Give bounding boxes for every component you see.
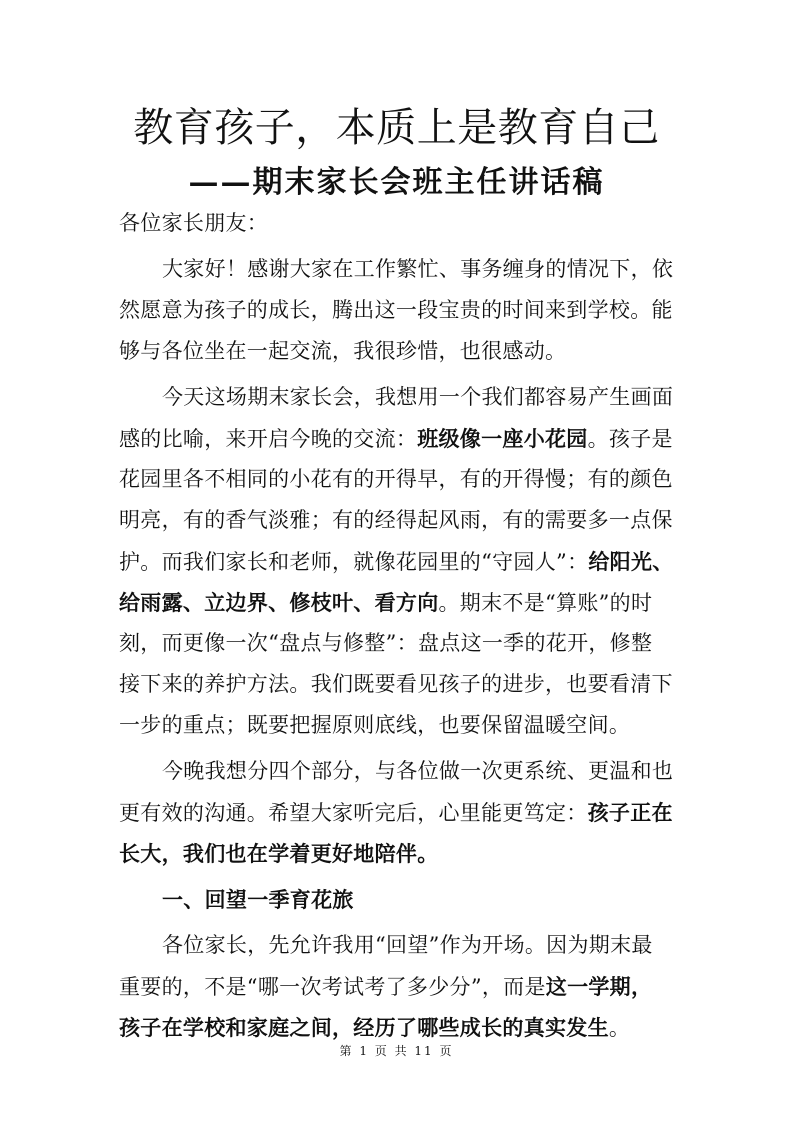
document-body <box>119 203 689 1048</box>
text-segment: 。孩子是 <box>587 427 673 451</box>
text-segment: 。期末不是“算账”的时 <box>438 591 653 615</box>
text-segment: 明亮，有的香气淡雅；有的经得起风雨，有的需要多一点保 <box>119 508 673 532</box>
text-line <box>119 582 689 623</box>
text-line <box>119 705 689 746</box>
text-line <box>119 500 689 541</box>
text-segment: 各位家长，先允许我用“回望”作为开场。因为期末最 <box>162 933 653 957</box>
text-segment: 感的比喻，来开启今晚的交流： <box>119 427 418 451</box>
text-segment: 刻，而更像一次“盘点与修整”：盘点这一季的花开，修整 <box>119 631 653 655</box>
bold-text: 长大，我们也在学着更好地陪伴。 <box>119 841 439 866</box>
text-line <box>119 541 689 582</box>
paragraphs <box>119 249 689 1048</box>
text-line <box>119 290 689 331</box>
text-segment: 然愿意为孩子的成长，腾出这一段宝贵的时间来到学校。能 <box>119 298 673 322</box>
text-line <box>119 249 689 290</box>
text-segment: 重要的，不是“哪一次考试考了多少分”，而是 <box>119 975 546 999</box>
bold-text: 给阳光、 <box>588 549 674 574</box>
text-line <box>119 879 689 920</box>
bold-text: 班级像一座小花园 <box>417 426 588 451</box>
text-line <box>119 664 689 705</box>
text-segment: 大家好！感谢大家在工作繁忙、事务缠身的情况下，依 <box>162 257 674 281</box>
text-segment: 更有效的沟通。希望大家听完后，心里能更笃定： <box>119 801 588 825</box>
document-title: 教育孩子，本质上是教育自己 <box>133 105 660 151</box>
text-segment: 护。而我们家长和老师，就像花园里的“守园人”： <box>119 550 589 574</box>
text-segment: 花园里各不相同的小花有的开得早，有的开得慢；有的颜色 <box>119 467 673 491</box>
text-segment: 今晚我想分四个部分，与各位做一次更系统、更温和也 <box>162 759 674 783</box>
paragraph <box>119 925 689 1048</box>
bold-text: 给雨露、立边界、修枝叶、看方向 <box>119 590 439 615</box>
greeting: 各位家长朋友： <box>119 211 269 235</box>
bold-text: 孩子在学校和家庭之间，经历了哪些成长的真实发生 <box>119 1015 609 1040</box>
document-subtitle: ——期末家长会班主任讲话稿 <box>188 165 605 200</box>
text-line <box>119 925 689 966</box>
page-footer: 第 1 页 共 11 页 <box>339 1044 454 1058</box>
text-line <box>119 833 689 874</box>
paragraph <box>119 377 689 746</box>
bold-text: 一、回望一季育花旅 <box>162 887 354 912</box>
paragraph <box>119 751 689 874</box>
paragraph <box>119 879 689 920</box>
text-segment: 今天这场期末家长会，我想用一个我们都容易产生画面 <box>162 385 674 409</box>
text-line <box>119 792 689 833</box>
text-line <box>119 623 689 664</box>
text-segment: 一步的重点；既要把握原则底线，也要保留温暖空间。 <box>119 713 631 737</box>
paragraph <box>119 249 689 372</box>
text-segment: 。 <box>608 1016 631 1040</box>
text-line <box>119 377 689 418</box>
text-segment: 接下来的养护方法。我们既要看见孩子的进步，也要看清下 <box>119 672 673 696</box>
text-line <box>119 966 689 1007</box>
text-line <box>119 418 689 459</box>
bold-text: 孩子正在 <box>587 800 673 825</box>
text-line <box>119 751 689 792</box>
bold-text: 这一学期， <box>545 974 653 999</box>
text-segment: 够与各位坐在一起交流，我很珍惜，也很感动。 <box>119 339 567 363</box>
text-line <box>119 331 689 372</box>
text-line <box>119 459 689 500</box>
